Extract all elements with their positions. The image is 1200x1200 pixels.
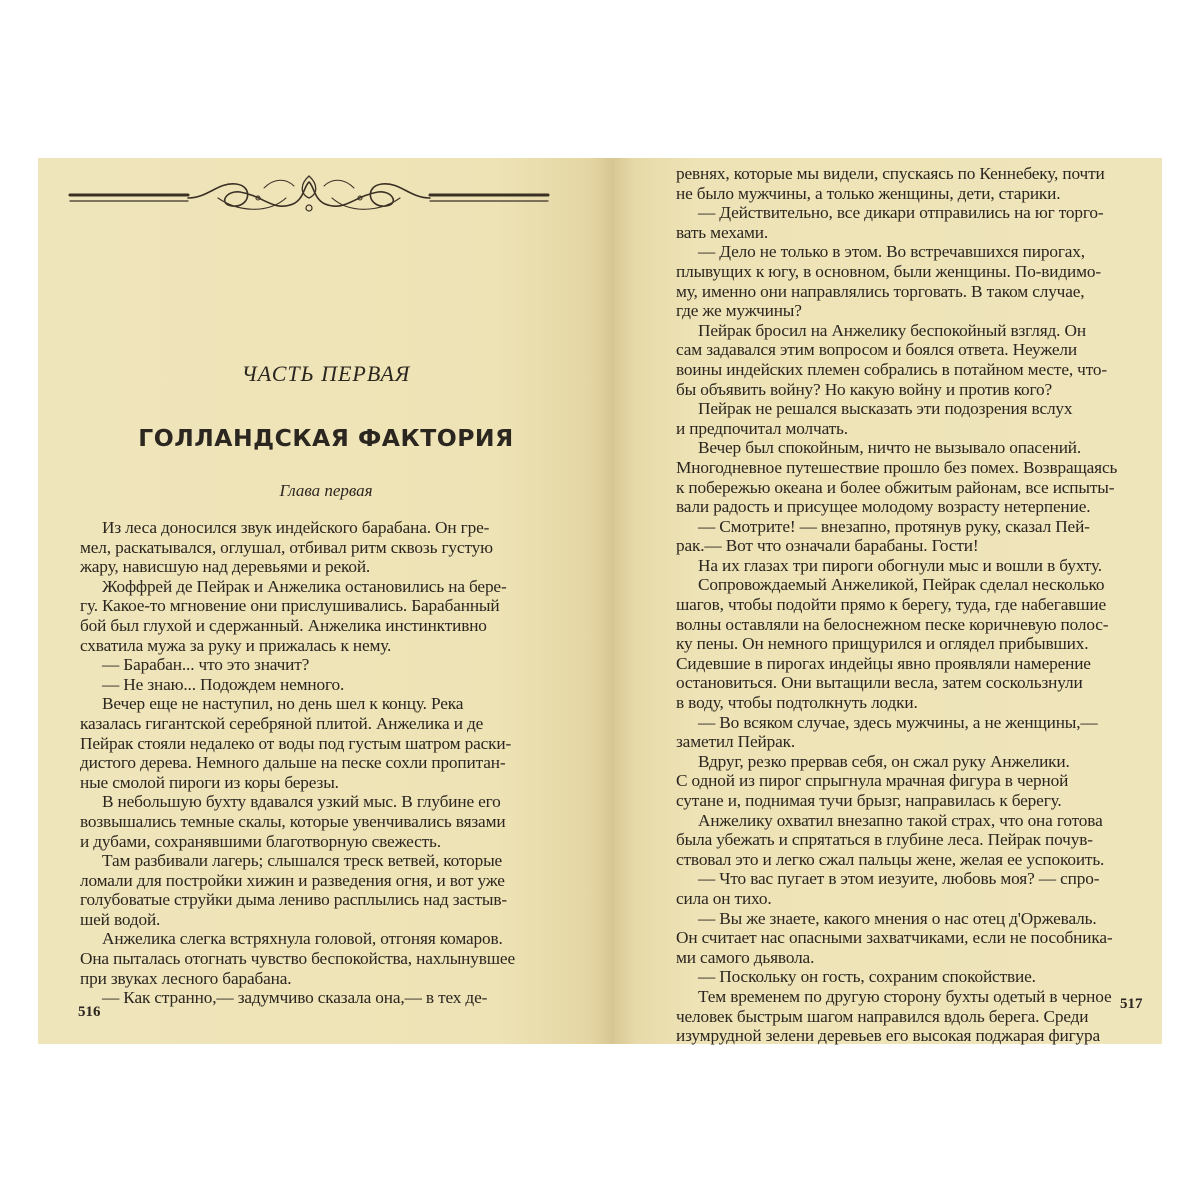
text-line: казалась гигантской серебряной плитой. Анжелика и де — [80, 713, 484, 733]
text-line: С одной из пирог спрыгнула мрачная фигура в черной — [676, 771, 1069, 791]
text-line: — Смотрите! — внезапно, протянув руку, сказал Пей- — [698, 516, 1090, 536]
text-line: человек быстрым шагом направился вдоль берега. Среди — [676, 1006, 1089, 1026]
text-line: воины индейских племен собрались в потайном месте, что- — [676, 359, 1107, 379]
text-line: ломали для постройки хижин и разведения огня, и вот уже — [80, 870, 505, 890]
text-line: сам задавался этим вопросом и боялся ответа. Неужели — [676, 340, 1077, 360]
right-page-text — [676, 164, 1144, 1046]
text-line: — Не знаю... Подождем немного. — [102, 674, 345, 694]
text-line: — Барабан... что это значит? — [102, 655, 310, 675]
text-line: Из леса доносился звук индейского барабана. Он гре- — [102, 518, 490, 537]
text-line: в воду, чтобы подтолкнуть лодки. — [676, 693, 918, 713]
text-line: вали радость и присущее молодому возрасту нетерпение. — [676, 497, 1091, 517]
text-line: Анжелика слегка встряхнула головой, отгоняя комаров. — [102, 929, 503, 949]
text-line: Там разбивали лагерь; слышался треск ветвей, которые — [102, 851, 503, 871]
text-line: ревнях, которые мы видели, спускаясь по Кеннебеку, почти — [676, 164, 1105, 183]
text-line: ные смолой пироги из коры березы. — [80, 772, 339, 792]
text-line: бой был глухой и сдержанный. Анжелика инстинктивно — [80, 615, 487, 635]
left-page-text — [80, 518, 552, 1008]
text-line: Вечер еще не наступил, но день шел к концу. Река — [102, 694, 464, 714]
text-line: Пейрак не решался высказать эти подозрения вслух — [698, 399, 1073, 419]
text-line: и предпочитал молчать. — [676, 418, 848, 438]
text-line: В небольшую бухту вдавался узкий мыс. В глубине его — [102, 792, 501, 812]
text-line: — Во всяком случае, здесь мужчины, а не женщины,— — [698, 712, 1098, 732]
text-line: — Как странно,— задумчиво сказала она,— в тех де- — [102, 988, 488, 1008]
text-line: му, именно они направлялись торговать. В таком случае, — [676, 281, 1085, 301]
text-line: где же мужчины? — [676, 301, 802, 321]
text-line: Многодневное путешествие прошло без помех. Возвращаясь — [676, 457, 1118, 477]
text-line: Она пыталась отогнать чувство беспокойства, нахлынувшее — [80, 949, 515, 969]
text-line: к побережью океана и более обжитым районам, все испыты- — [676, 477, 1115, 497]
text-line: гу. Какое-то мгновение они прислушивались. Барабанный — [80, 596, 500, 616]
text-line: бы объявить войну? Но какую войну и против кого? — [676, 379, 1053, 399]
text-line: мел, раскатывался, оглушал, отбивал ритм сквозь густую — [80, 537, 493, 557]
text-line: — Вы же знаете, какого мнения о нас отец д'Оржеваль. — [698, 908, 1097, 928]
text-line: Вечер был спокойным, ничто не вызывало опасений. — [698, 438, 1082, 458]
text-line: волны оставляли на белоснежном песке коричневую полос- — [676, 614, 1109, 634]
text-line: Сопровождаемый Анжеликой, Пейрак сделал несколько — [698, 575, 1105, 595]
text-line: не было мужчины, а только женщины, дети, старики. — [676, 183, 1061, 203]
ornament-divider — [68, 168, 550, 218]
text-line: сила он тихо. — [676, 888, 772, 908]
text-line: Анжелику охватил внезапно такой страх, что она готова — [698, 810, 1103, 830]
text-line: — Поскольку он гость, сохраним спокойствие. — [698, 967, 1036, 987]
text-line: — Что вас пугает в этом иезуите, любовь моя? — спро- — [698, 869, 1100, 889]
book-section-title: ГОЛЛАНДСКАЯ ФАКТОРИЯ — [138, 424, 514, 452]
text-line: заметил Пейрак. — [676, 732, 796, 752]
text-line: возвышались темные скалы, которые увенчивались вязами — [80, 811, 506, 831]
text-line: На их глазах три пироги обогнули мыс и вошли в бухту. — [698, 555, 1102, 575]
text-line: остановиться. Они вытащили весла, затем соскользнули — [676, 673, 1083, 693]
text-line: Сидевшие в пирогах индейцы явно проявляли намерение — [676, 653, 1091, 673]
text-line: жару, нависшую над деревьями и рекой. — [80, 557, 371, 577]
text-line: вать мехами. — [676, 222, 769, 242]
text-line: Пейрак стояли недалеко от воды под густым шатром раски- — [80, 733, 512, 753]
text-line: Он считает нас опасными захватчиками, если не пособника- — [676, 928, 1113, 948]
chapter-heading: Глава первая — [279, 481, 373, 500]
text-line: шей водой. — [80, 909, 161, 929]
page-number-left: 516 — [78, 1004, 101, 1020]
text-line: Вдруг, резко прервав себя, он сжал руку Анжелики. — [698, 751, 1070, 771]
text-line: голубоватые струйки дыма лениво расплылись над застыв- — [80, 890, 507, 910]
text-line: плывущих к югу, в основном, были женщины. По-видимо- — [676, 261, 1102, 281]
text-line: Пейрак бросил на Анжелику беспокойный взгляд. Он — [698, 320, 1086, 340]
text-line: дистого дерева. Немного дальше на песке сохли пропитан- — [80, 753, 506, 773]
text-line: изумрудной зелени деревьев его высокая поджарая фигура — [676, 1026, 1101, 1046]
text-line: — Дело не только в этом. Во встречавшихся пирогах, — [698, 242, 1085, 262]
part-title: ЧАСТЬ ПЕРВАЯ — [241, 361, 411, 386]
text-line: Жоффрей де Пейрак и Анжелика остановились на бере- — [102, 576, 507, 596]
text-line: ку пены. Он немного прищурился и оглядел прибывших. — [676, 634, 1089, 654]
page-number-right: 517 — [1120, 996, 1143, 1012]
text-line: Тем временем по другую сторону бухты одетый в черное — [698, 986, 1112, 1006]
text-line: сутане и, поднимая тучи брызг, направилась к берегу. — [676, 791, 1062, 810]
text-line: рак.— Вот что означали барабаны. Гости! — [676, 536, 979, 556]
text-line: ми самого дьявола. — [676, 947, 815, 967]
text-line: при звуках лесного барабана. — [80, 968, 292, 988]
text-line: ствовал это и легко сжал пальцы жене, желая ее успокоить. — [676, 849, 1105, 869]
text-line: — Действительно, все дикари отправились на юг торго- — [698, 203, 1104, 223]
text-line: и дубами, сохранявшими благотворную свежесть. — [80, 831, 441, 851]
text-line: была убежать и спрятаться в глубине леса. Пейрак почув- — [676, 830, 1093, 850]
text-line: шагов, чтобы подойти прямо к берегу, туда, где набегавшие — [676, 595, 1107, 615]
text-line: схватила мужа за руку и прижалась к нему. — [80, 635, 392, 655]
